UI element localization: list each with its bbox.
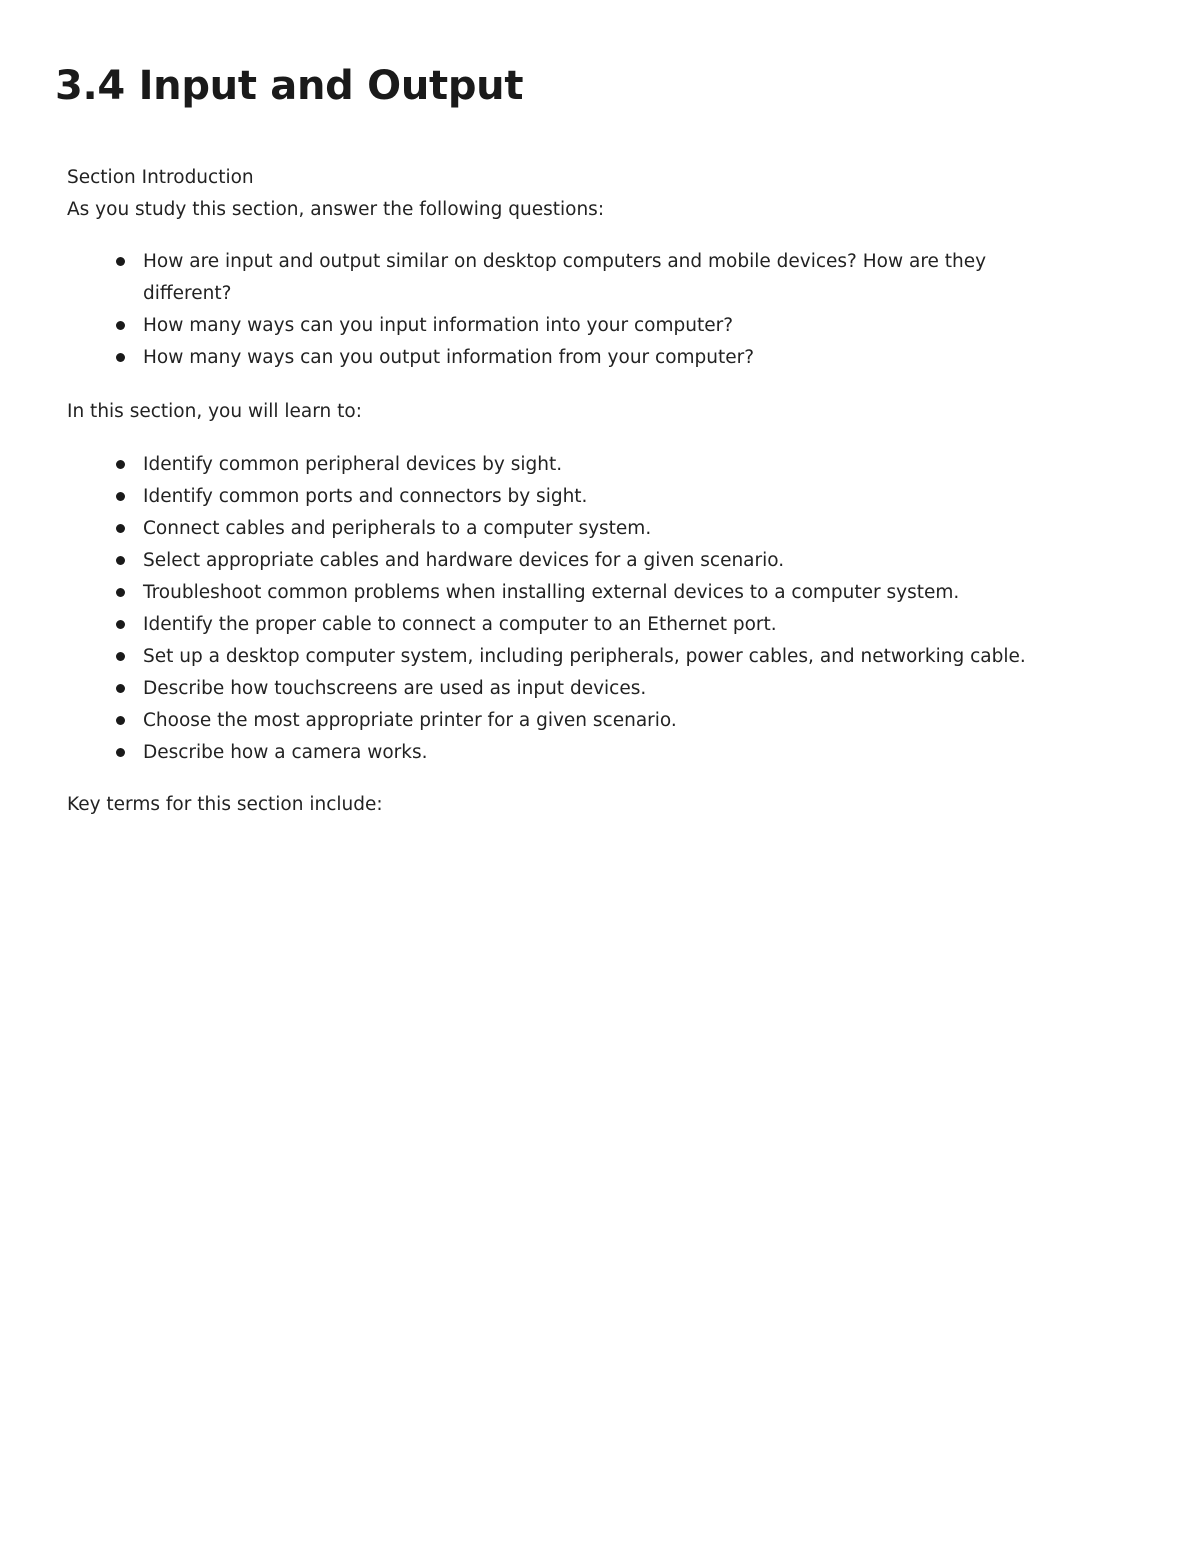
list-item bbox=[143, 705, 1103, 737]
objective-text: Set up a desktop computer system, including peripherals, power cables, and networking cable. bbox=[143, 646, 1026, 667]
key-terms-prompt: Key terms for this section include: bbox=[67, 794, 383, 815]
objective-text: Describe how touchscreens are used as input devices. bbox=[143, 678, 647, 699]
bullet-icon bbox=[116, 620, 125, 629]
list-item bbox=[143, 641, 1103, 673]
bullet-icon bbox=[116, 353, 125, 362]
list-item bbox=[143, 310, 1103, 342]
questions-prompt: As you study this section, answer the following questions: bbox=[67, 199, 605, 220]
bullet-icon bbox=[116, 321, 125, 330]
list-item bbox=[143, 737, 1103, 769]
objectives-prompt: In this section, you will learn to: bbox=[67, 401, 362, 422]
list-item bbox=[143, 577, 1103, 609]
list-item bbox=[143, 481, 1103, 513]
question-text: How many ways can you output information from your computer? bbox=[143, 347, 755, 368]
bullet-icon bbox=[116, 652, 125, 661]
bullet-icon bbox=[116, 748, 125, 757]
objective-text: Select appropriate cables and hardware devices for a given scenario. bbox=[143, 550, 785, 571]
bullet-icon bbox=[116, 716, 125, 725]
question-text: How are input and output similar on desktop computers and mobile devices? How are they different? bbox=[143, 251, 987, 304]
list-item bbox=[143, 342, 1103, 374]
objective-text: Troubleshoot common problems when installing external devices to a computer system. bbox=[143, 582, 960, 603]
list-item bbox=[143, 513, 1103, 545]
bullet-icon bbox=[116, 556, 125, 565]
bullet-icon bbox=[116, 588, 125, 597]
bullet-icon bbox=[116, 460, 125, 469]
bullet-icon bbox=[116, 257, 125, 266]
bullet-icon bbox=[116, 524, 125, 533]
list-item bbox=[143, 449, 1103, 481]
objective-text: Describe how a camera works. bbox=[143, 742, 428, 763]
bullet-icon bbox=[116, 492, 125, 501]
questions-list bbox=[143, 246, 1103, 374]
objective-text: Identify common ports and connectors by sight. bbox=[143, 486, 588, 507]
objectives-list bbox=[143, 449, 1103, 769]
list-item bbox=[143, 246, 1103, 310]
objective-text: Choose the most appropriate printer for a given scenario. bbox=[143, 710, 677, 731]
list-item bbox=[143, 673, 1103, 705]
objective-text: Identify common peripheral devices by sight. bbox=[143, 454, 563, 475]
objective-text: Identify the proper cable to connect a computer to an Ethernet port. bbox=[143, 614, 777, 635]
section-introduction-label: Section Introduction bbox=[67, 167, 254, 188]
objective-text: Connect cables and peripherals to a computer system. bbox=[143, 518, 652, 539]
list-item bbox=[143, 545, 1103, 577]
list-item bbox=[143, 609, 1103, 641]
question-text: How many ways can you input information into your computer? bbox=[143, 315, 734, 336]
page-title: 3.4 Input and Output bbox=[55, 63, 524, 109]
bullet-icon bbox=[116, 684, 125, 693]
